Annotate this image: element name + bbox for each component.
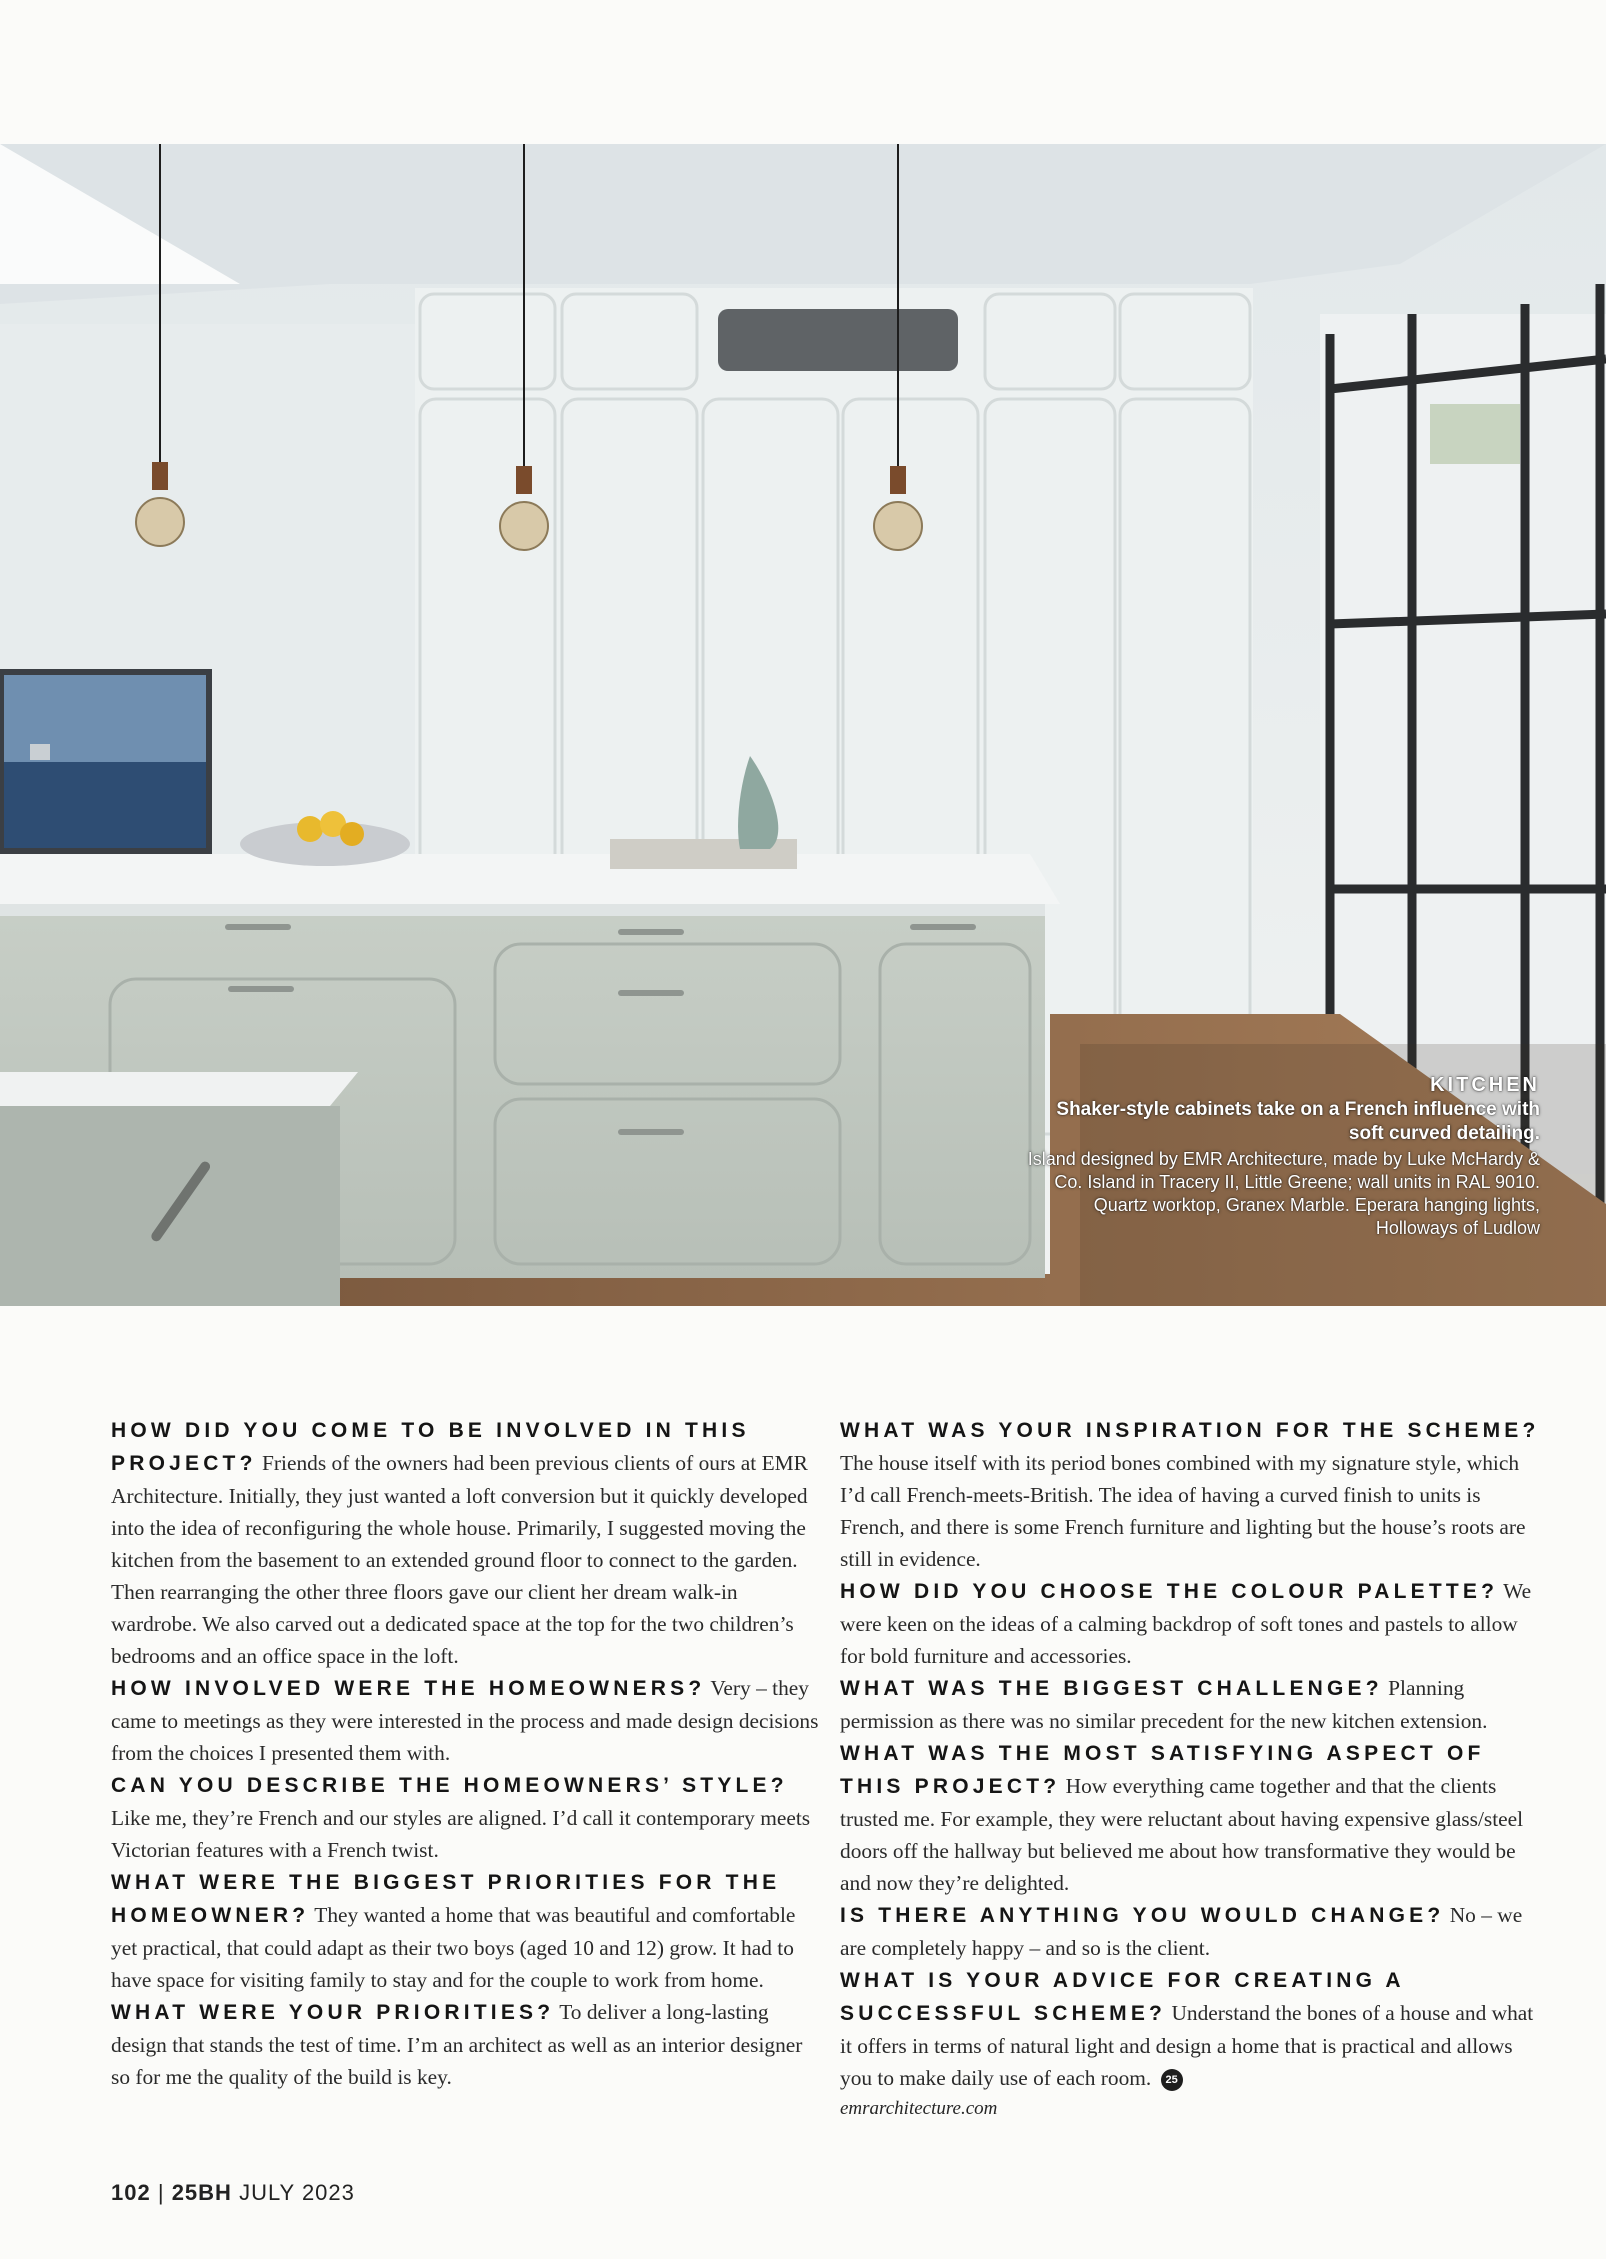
end-mark-icon: 25 (1161, 2069, 1183, 2091)
qa-item (840, 1737, 1540, 1899)
question: HOW INVOLVED WERE THE HOMEOWNERS? (111, 1677, 706, 1700)
qa-item (840, 1414, 1540, 1575)
website-link[interactable]: emrarchitecture.com (840, 2098, 998, 2119)
question: WHAT WERE THE BIGGEST PRIORITIES FOR THE HOMEOWNER? (111, 1871, 781, 1927)
caption-title: KITCHEN (1430, 1074, 1540, 1096)
answer: To deliver a long-lasting design that stands the test of time. I’m an architect as well as an interior designer so for me the quality of the build is key. (111, 2000, 803, 2089)
qa-item (840, 1575, 1540, 1672)
answer: Like me, they’re French and our styles are aligned. I’d call it contemporary meets Victorian features with a French twist. (111, 1806, 811, 1862)
qa-item (111, 1769, 821, 1866)
footer-separator: | (157, 2180, 165, 2205)
question: HOW DID YOU COME TO BE INVOLVED IN THIS PROJECT? (111, 1419, 750, 1475)
qa-item (111, 1414, 821, 1672)
answer: Understand the bones of a house and what it offers in terms of natural light and design a home that is practical and allows you to make daily use of each room. (840, 2001, 1534, 2090)
qa-item (840, 1964, 1540, 2124)
qa-item (111, 1672, 821, 1769)
question: WHAT IS YOUR ADVICE FOR CREATING A SUCCESSFUL SCHEME? (840, 1969, 1404, 2025)
answer: How everything came together and that the clients trusted me. For example, they were reluctant about having expensive glass/steel doors off the hallway but believed me about how transformative they would be and now they’re delighted. (840, 1774, 1524, 1895)
left-column (111, 1414, 821, 2093)
caption-credits: Island designed by EMR Architecture, made by Luke McHardy & Co. Island in Tracery II, Little Greene; wall units in RAL 9010. Quartz worktop, Granex Marble. Eperara hanging lights, Holloways of Ludlow (1027, 1149, 1540, 1238)
answer: The house itself with its period bones combined with my signature style, which I’d call French-meets-British. The idea of having a curved finish to units is French, and there is some French furniture and lighting but the house’s roots are still in evidence. (840, 1451, 1526, 1571)
kitchen-photo (0, 144, 1606, 1306)
publication-name: 25BH (171, 2180, 232, 2205)
answer: We were keen on the ideas of a calming backdrop of soft tones and pastels to allow for bold furniture and accessories. (840, 1579, 1532, 1668)
question: CAN YOU DESCRIBE THE HOMEOWNERS’ STYLE? (111, 1774, 788, 1797)
qa-item (840, 1899, 1540, 1964)
page-number: 102 (111, 2180, 151, 2205)
question: WHAT WAS THE MOST SATISFYING ASPECT OF THIS PROJECT? (840, 1742, 1485, 1798)
question: HOW DID YOU CHOOSE THE COLOUR PALETTE? (840, 1580, 1499, 1603)
answer: Very – they came to meetings as they were interested in the process and made design decisions from the choices I presented them with. (111, 1676, 819, 1765)
qa-item (111, 1996, 821, 2093)
answer: Planning permission as there was no similar precedent for the new kitchen extension. (840, 1676, 1488, 1733)
right-column (840, 1414, 1540, 2124)
qa-item (111, 1866, 821, 1996)
answer: No – we are completely happy – and so is the client. (840, 1903, 1523, 1960)
answer: Friends of the owners had been previous clients of ours at EMR Architecture. Initially, they just wanted a loft conversion but it quickly developed into the idea of reconfiguring the whole house. Primarily, I suggested moving the kitchen from the basement to an extended ground floor to connect to the garden. Then rearranging the other three floors gave our client her dream walk-in wardrobe. We also carved out a dedicated space at the top for the two children’s bedrooms and an office space in the loft. (111, 1451, 808, 1668)
caption-lead: Shaker-style cabinets take on a French influence with soft curved detailing. (1056, 1099, 1540, 1144)
qa-item (840, 1672, 1540, 1737)
question: WHAT WAS YOUR INSPIRATION FOR THE SCHEME? (840, 1419, 1540, 1442)
question: WHAT WERE YOUR PRIORITIES? (111, 2001, 555, 2024)
answer: They wanted a home that was beautiful and comfortable yet practical, that could adapt as their two boys (aged 10 and 12) grow. It had to have space for visiting family to stay and for the couple to work from home. (111, 1903, 796, 1992)
photo-caption (1020, 1074, 1540, 1240)
question: WHAT WAS THE BIGGEST CHALLENGE? (840, 1677, 1383, 1700)
question: IS THERE ANYTHING YOU WOULD CHANGE? (840, 1904, 1445, 1927)
page-footer (111, 2180, 355, 2206)
issue-date: JULY 2023 (239, 2180, 355, 2205)
